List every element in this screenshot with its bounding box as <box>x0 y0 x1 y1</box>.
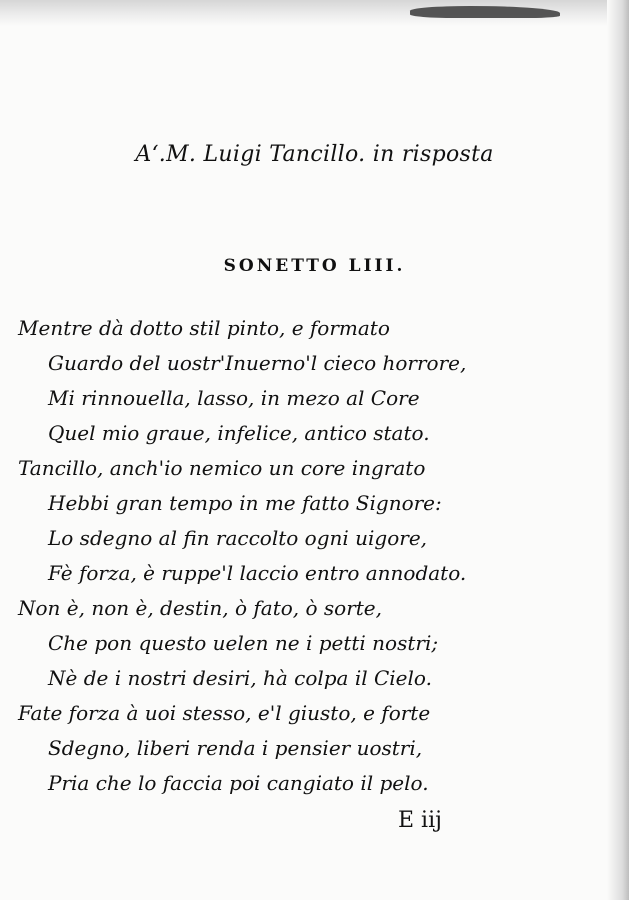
poem-line: Hebbi gran tempo in me fatto Signore: <box>48 491 442 515</box>
torn-edge-mark <box>410 6 560 18</box>
poem-line: Fate forza à uoi stesso, e'l giusto, e forte <box>18 701 431 725</box>
poem-line: Mentre dà dotto stil pinto, e formato <box>18 316 390 340</box>
poem-line: Guardo del uostr'Inuerno'l cieco horrore, <box>48 351 467 375</box>
poem-line: Pria che lo faccia poi cangiato il pelo. <box>48 771 429 795</box>
sonnet-text <box>18 311 608 801</box>
poem-line: Sdegno, liberi renda i pensier uostri, <box>48 736 423 760</box>
sonnet-title: SONETTO LIII. <box>223 256 406 276</box>
dedication-heading: Aʻ.M. Luigi Tancillo. in risposta <box>135 142 494 167</box>
signature-mark: E iij <box>398 808 442 833</box>
poem-line: Non è, non è, destin, ò fato, ò sorte, <box>18 596 382 620</box>
poem-line: Mi rinnouella, lasso, in mezo al Core <box>48 386 420 410</box>
poem-line: Nè de i nostri desiri, hà colpa il Cielo. <box>48 666 432 690</box>
poem-line: Lo sdegno al fin raccolto ogni uigore, <box>48 526 428 550</box>
poem-line: Quel mio graue, infelice, antico stato. <box>48 421 430 445</box>
poem-line: Fè forza, è ruppe'l laccio entro annodato. <box>48 561 467 585</box>
page-right-edge <box>607 0 629 900</box>
poem-line: Tancillo, anch'io nemico un core ingrato <box>18 456 426 480</box>
poem-line: Che pon questo uelen ne i petti nostri; <box>48 631 439 655</box>
